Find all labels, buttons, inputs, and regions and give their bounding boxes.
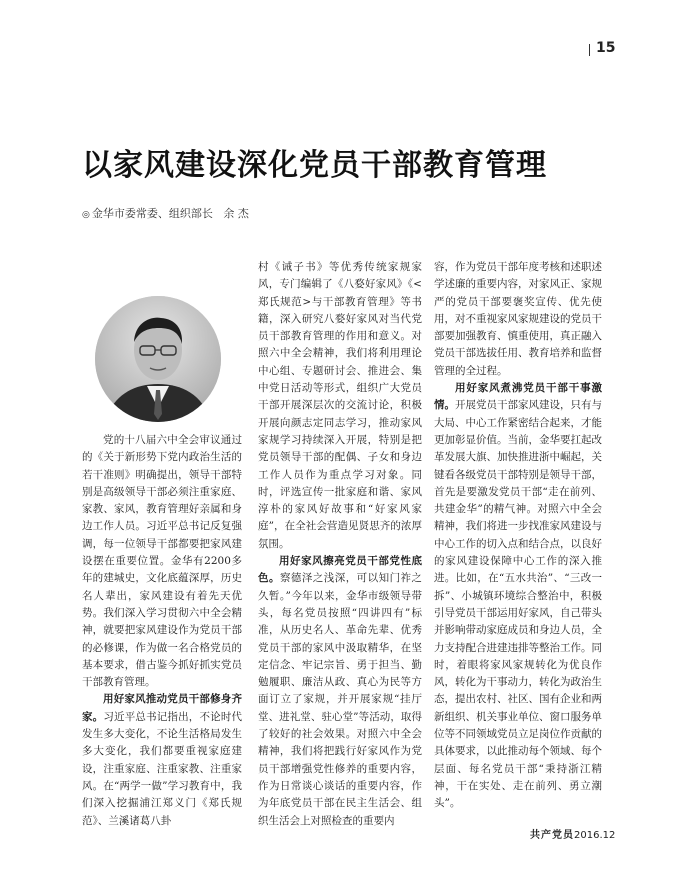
portrait-icon	[95, 296, 221, 422]
section-heading: 用好家风煮沸党员干部干事激情。	[434, 382, 602, 412]
paragraph: 习近平总书记指出，不论时代发生多大变化，不论生活格局发生多大变化，我们都要重视家庭建设，注重家庭、注重家教、注重家风。在“两学一做”学习教育中，我们深入挖掘浦江郑义门《郑氏规范》、兰溪诸葛八卦	[82, 710, 243, 827]
page-number: 15	[596, 40, 616, 56]
paragraph: 党的十八届六中全会审议通过的《关于新形势下党内政治生活的若干准则》明确提出，领导干部特别是高级领导干部必须注重家庭、家教、家风，教育管理好亲属和身边工作人员。习近平总书记反复强调，每一位领导干部都要把家风建设摆在重要位置。金华有2200多年的建城史，文化底蕴深厚，历史名人辈出，家风建设有着先天优势。我们深入学习贯彻六中全会精神，就要把家风建设作为党员干部的必修课，作为做一名合格党员的基本要求，借古鉴今抓好抓实党员干部教育管理。	[82, 434, 242, 689]
column-1	[82, 432, 242, 830]
article-title: 以家风建设深化党员干部教育管理	[82, 148, 547, 183]
section-heading: 用好家风推动党员干部修身齐家。	[82, 693, 242, 723]
section-heading: 用好家风擦亮党员干部党性底色。	[258, 555, 422, 585]
byline	[82, 205, 249, 221]
paragraph: 开展党员干部家风建设，只有与大局、中心工作紧密结合起来，才能更加彰显价值。当前，金华要扛起改革发展大旗、加快推进浙中崛起，关键看各级党员干部特别是领导干部，首先是要激发党员干部“走在前列、共建金华”的精气神。对照六中全会精神，我们将进一步找准家风建设与中心工作的切入点和结合点，以良好的家风建设保障中心工作的深入推进。比如，在“五水共治”、“三改一拆”、小城镇环境综合整治中，积极引导党员干部运用好家风，自己带头并影响带动家庭成员和身边人员，全力支持配合进建违排等整治工作。同时，着眼将家风家规转化为优良作风，转化为干事动力，转化为政治生态，提出农村、社区、国有企业和两新组织、机关事业单位、窗口服务单位等不同领域党员立足岗位作贡献的具体要求，以此推动每个领域、每个层面、每名党员干部“秉持浙江精神，干在实处、走在前列、勇立潮头”。	[434, 399, 602, 810]
issue-date: 2016.12	[574, 830, 616, 841]
footer	[530, 826, 615, 841]
paragraph: 容，作为党员干部年度考核和述职述学述廉的重要内容，对家风正、家规严的党员干部要褒奖宣传、优先使用，对不重视家风家规建设的党员干部要加强教育、慎重使用，真正融入党员干部选拔任用、教育培养和监督管理的全过程。	[434, 261, 602, 377]
column-3	[434, 259, 602, 813]
column-2	[258, 259, 422, 830]
paragraph: 察德泽之浅深，可以知门祚之久暂。”今年以来，金华市级领导带头，每名党员按照“四讲四有”标准，从历史名人、革命先辈、优秀党员干部的家风中汲取精华，在坚定信念、牢记宗旨、勇于担当、勤勉履职、廉洁从政、真心为民等方面订立了家规，并开展家规“挂厅堂、进礼堂、驻心堂”等活动，取得了较好的社会效果。对照六中全会精神，我们将把践行好家风作为党员干部增强党性修养的重要内容，作为日常谈心谈话的重要内容，作为年底党员干部在民主生活会、组织生活会上对照检查的重要内	[258, 572, 423, 827]
paragraph: 村《诫子书》等优秀传统家规家风，专门编辑了《八婺好家风》《<郑氏规范>与干部教育管理》等书籍，深入研究八婺好家风对当代党员干部教育管理的作用和意义。对照六中全会精神，我们将利用理论中心组、专题研讨会、推进会、集中党日活动等形式，组织广大党员干部开展深层次的交流讨论，积极开展向颜志定同志学习，推动家风家规学习持续深入开展，特别是把党员领导干部的配偶、子女和身边工作人员作为重点学习对象。同时，评选宣传一批家庭和谐、家风淳朴的家风好故事和“好家风家庭”，在全社会营造见贤思齐的浓厚氛围。	[258, 261, 422, 550]
author-portrait-photo	[95, 296, 221, 422]
author-name: 余 杰	[223, 207, 249, 220]
page-number-divider	[589, 44, 590, 56]
author-position: 金华市委常委、组织部长	[91, 207, 213, 220]
magazine-brand: 共产党员	[530, 830, 574, 841]
byline-mark-icon: ◎	[82, 210, 90, 220]
